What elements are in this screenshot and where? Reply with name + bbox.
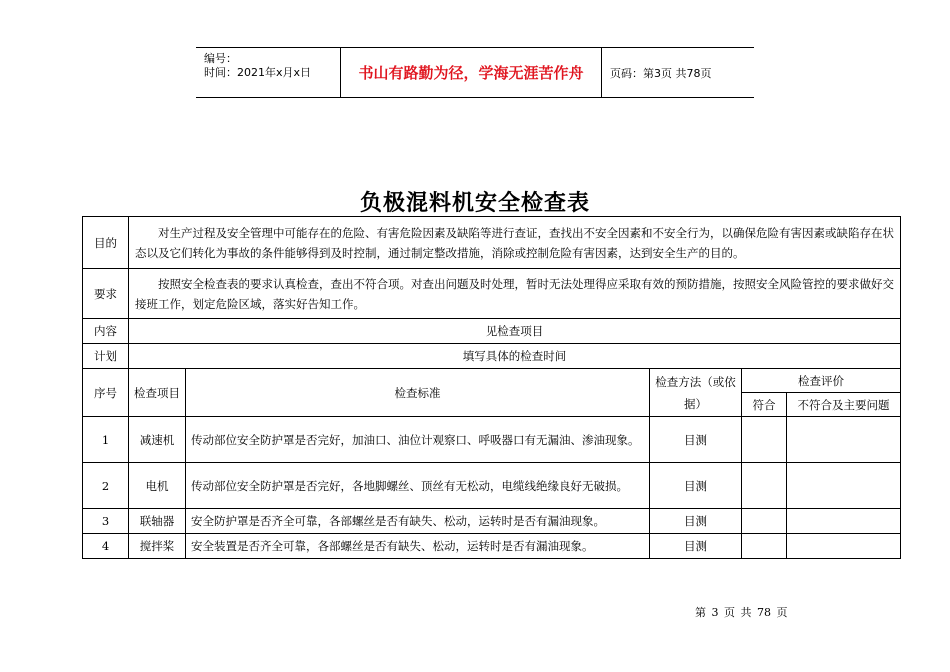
row-method: 目测	[650, 463, 742, 509]
row-item: 减速机	[129, 417, 186, 463]
content-text: 见检查项目	[129, 319, 901, 344]
row-item: 联轴器	[129, 509, 186, 534]
row-method: 目测	[650, 417, 742, 463]
row-seq: 1	[83, 417, 129, 463]
col-standard-header: 检查标准	[186, 369, 650, 417]
row-method: 目测	[650, 509, 742, 534]
header-meta	[196, 48, 341, 97]
purpose-row	[83, 217, 901, 269]
page-footer: 第 3 页 共 78 页	[695, 606, 788, 619]
col-item-header: 检查项目	[129, 369, 186, 417]
col-seq-header: 序号	[83, 369, 129, 417]
requirement-row	[83, 269, 901, 319]
row-item: 电机	[129, 463, 186, 509]
document-title: 负极混料机安全检查表	[359, 190, 590, 216]
row-standard: 传动部位安全防护罩是否完好，各地脚螺丝、顶丝有无松动，电缆线绝缘良好无破损。	[186, 463, 650, 509]
table-row	[83, 417, 901, 463]
row-conform-cell[interactable]	[742, 509, 787, 534]
row-conform-cell[interactable]	[742, 534, 787, 559]
requirement-text: 按照安全检查表的要求认真检查，查出不符合项。对查出问题及时处理，暂时无法处理得应采取有效的预防措施，按照安全风险管控的要求做好交接班工作，划定危险区域，落实好告知工作。	[129, 269, 901, 319]
col-evaluation-header: 检查评价	[742, 369, 901, 393]
header-page-code: 页码：第3页 共78页	[610, 66, 712, 80]
table-row	[83, 463, 901, 509]
row-nonconform-cell[interactable]	[787, 417, 901, 463]
row-seq: 3	[83, 509, 129, 534]
page-header	[196, 47, 754, 98]
col-nonconform-header: 不符合及主要问题	[787, 393, 901, 417]
row-seq: 4	[83, 534, 129, 559]
row-conform-cell[interactable]	[742, 463, 787, 509]
content-label: 内容	[83, 319, 129, 344]
row-item: 搅拌桨	[129, 534, 186, 559]
row-standard: 安全装置是否齐全可靠，各部螺丝是否有缺失、松动，运转时是否有漏油现象。	[186, 534, 650, 559]
requirement-label: 要求	[83, 269, 129, 319]
table-row	[83, 509, 901, 534]
inspection-table	[82, 216, 901, 559]
col-conform-header: 符合	[742, 393, 787, 417]
row-seq: 2	[83, 463, 129, 509]
row-standard: 安全防护罩是否齐全可靠，各部螺丝是否有缺失、松动，运转时是否有漏油现象。	[186, 509, 650, 534]
plan-text: 填写具体的检查时间	[129, 344, 901, 369]
row-nonconform-cell[interactable]	[787, 463, 901, 509]
col-method-header: 检查方法（或依据）	[650, 369, 742, 417]
content-row	[83, 319, 901, 344]
header-motto: 书山有路勤为径，学海无涯苦作舟	[341, 48, 602, 97]
row-nonconform-cell[interactable]	[787, 534, 901, 559]
purpose-text: 对生产过程及安全管理中可能存在的危险、有害危险因素及缺陷等进行查证，查找出不安全因素和不安全行为，以确保危险有害因素或缺陷存在状态以及它们转化为事故的条件能够得到及时控制，通过制定整改措施，消除或控制危险有害因素，达到安全生产的目的。	[129, 217, 901, 269]
row-nonconform-cell[interactable]	[787, 509, 901, 534]
row-conform-cell[interactable]	[742, 417, 787, 463]
purpose-label: 目的	[83, 217, 129, 269]
number-label: 编号：	[204, 52, 237, 65]
table-row	[83, 534, 901, 559]
row-method: 目测	[650, 534, 742, 559]
plan-label: 计划	[83, 344, 129, 369]
plan-row	[83, 344, 901, 369]
row-standard: 传动部位安全防护罩是否完好，加油口、油位计观察口、呼吸器口有无漏油、渗油现象。	[186, 417, 650, 463]
column-header-row	[83, 369, 901, 393]
time-label: 时间：2021年x月x日	[204, 66, 312, 79]
